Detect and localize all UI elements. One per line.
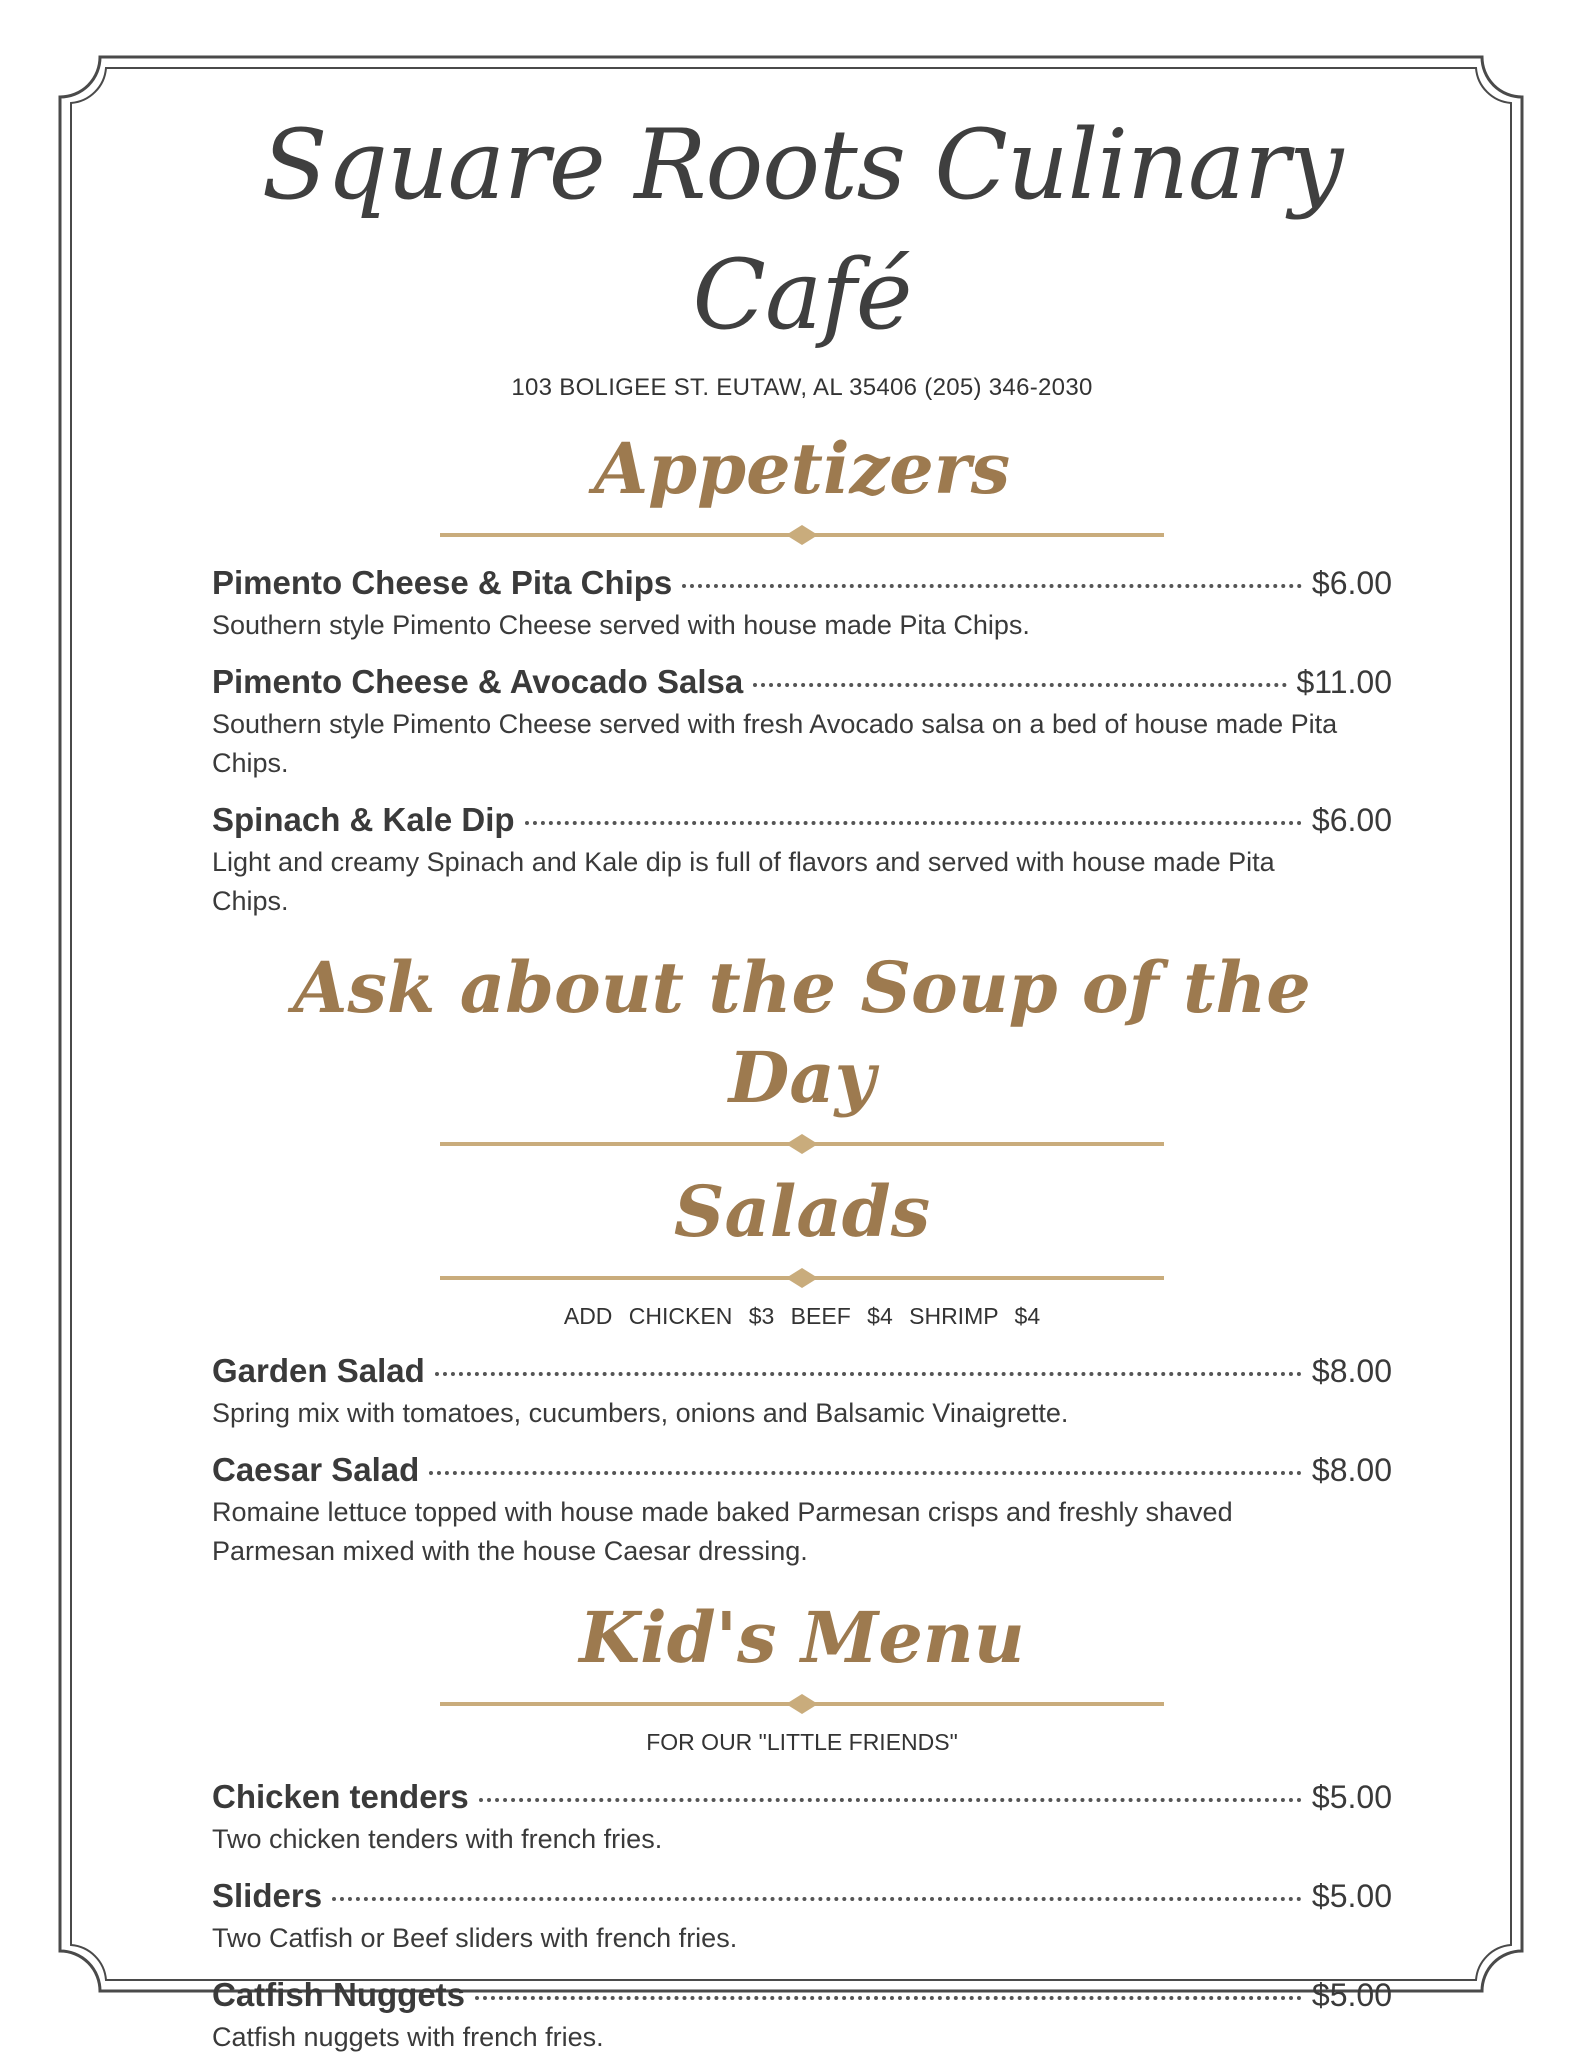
item-description: Spring mix with tomatoes, cucumbers, onions and Balsamic Vinaigrette.	[212, 1398, 1069, 1428]
menu-item	[212, 663, 1392, 783]
dot-leader	[525, 821, 1302, 825]
item-description: Two chicken tenders with french fries.	[212, 1824, 663, 1854]
salad-addons-note: ADD CHICKEN $3 BEEF $4 SHRIMP $4	[563, 1303, 1041, 1329]
menu-item	[212, 801, 1392, 921]
item-name: Catfish Nuggets	[212, 1976, 466, 2013]
kids-menu-note: FOR OUR "LITTLE FRIENDS"	[646, 1729, 958, 1755]
item-description: Southern style Pimento Cheese served with fresh Avocado salsa on a bed of house made Pita Chips.	[212, 709, 1338, 778]
item-price: $8.00	[1311, 1452, 1392, 1488]
item-name: Pimento Cheese & Avocado Salsa	[212, 663, 744, 700]
menu-content	[212, 100, 1392, 2057]
item-name: Caesar Salad	[212, 1451, 420, 1488]
item-price: $5.00	[1311, 1779, 1392, 1815]
item-price: $5.00	[1311, 1878, 1392, 1914]
menu-item	[212, 1877, 1392, 1958]
dot-leader	[429, 1471, 1302, 1475]
item-name: Pimento Cheese & Pita Chips	[212, 564, 673, 601]
item-description: Catfish nuggets with french fries.	[212, 2022, 604, 2052]
item-name: Garden Salad	[212, 1352, 425, 1389]
item-description: Romaine lettuce topped with house made baked Parmesan crisps and freshly shaved Parmesan mixed with the house Caesar dressing.	[212, 1497, 1233, 1566]
restaurant-name: Square Roots Culinary Café	[261, 109, 1343, 351]
item-price: $8.00	[1311, 1353, 1392, 1389]
menu-item	[212, 1976, 1392, 2057]
restaurant-address: 103 BOLIGEE ST. EUTAW, AL 35406 (205) 346-2030	[511, 374, 1093, 401]
menu-item	[212, 564, 1392, 645]
item-price: $6.00	[1311, 565, 1392, 601]
item-name: Spinach & Kale Dip	[212, 801, 515, 838]
section-title-kids-menu: Kid's Menu	[579, 1596, 1025, 1679]
dot-leader	[475, 1996, 1302, 2000]
section-divider	[440, 1267, 1164, 1289]
dot-leader	[753, 683, 1286, 687]
item-description: Southern style Pimento Cheese served with house made Pita Chips.	[212, 610, 1030, 640]
item-description: Two Catfish or Beef sliders with french fries.	[212, 1923, 738, 1953]
menu-item	[212, 1778, 1392, 1859]
menu-item	[212, 1451, 1392, 1571]
dot-leader	[682, 584, 1302, 588]
section-title-salads: Salads	[673, 1170, 931, 1253]
menu-item	[212, 1352, 1392, 1433]
section-divider	[440, 524, 1164, 546]
item-price: $6.00	[1311, 802, 1392, 838]
item-name: Chicken tenders	[212, 1778, 469, 1815]
section-divider	[440, 1133, 1164, 1155]
dot-leader	[479, 1798, 1302, 1802]
dot-leader	[435, 1372, 1302, 1376]
section-title-appetizers: Appetizers	[593, 427, 1011, 510]
item-description: Light and creamy Spinach and Kale dip is full of flavors and served with house made Pita Chips.	[212, 847, 1275, 916]
item-name: Sliders	[212, 1877, 323, 1914]
dot-leader	[332, 1897, 1302, 1901]
item-price: $5.00	[1311, 1977, 1392, 2013]
section-divider	[440, 1693, 1164, 1715]
item-price: $11.00	[1296, 664, 1392, 700]
section-title-soup: Ask about the Soup of the Day	[293, 946, 1311, 1119]
